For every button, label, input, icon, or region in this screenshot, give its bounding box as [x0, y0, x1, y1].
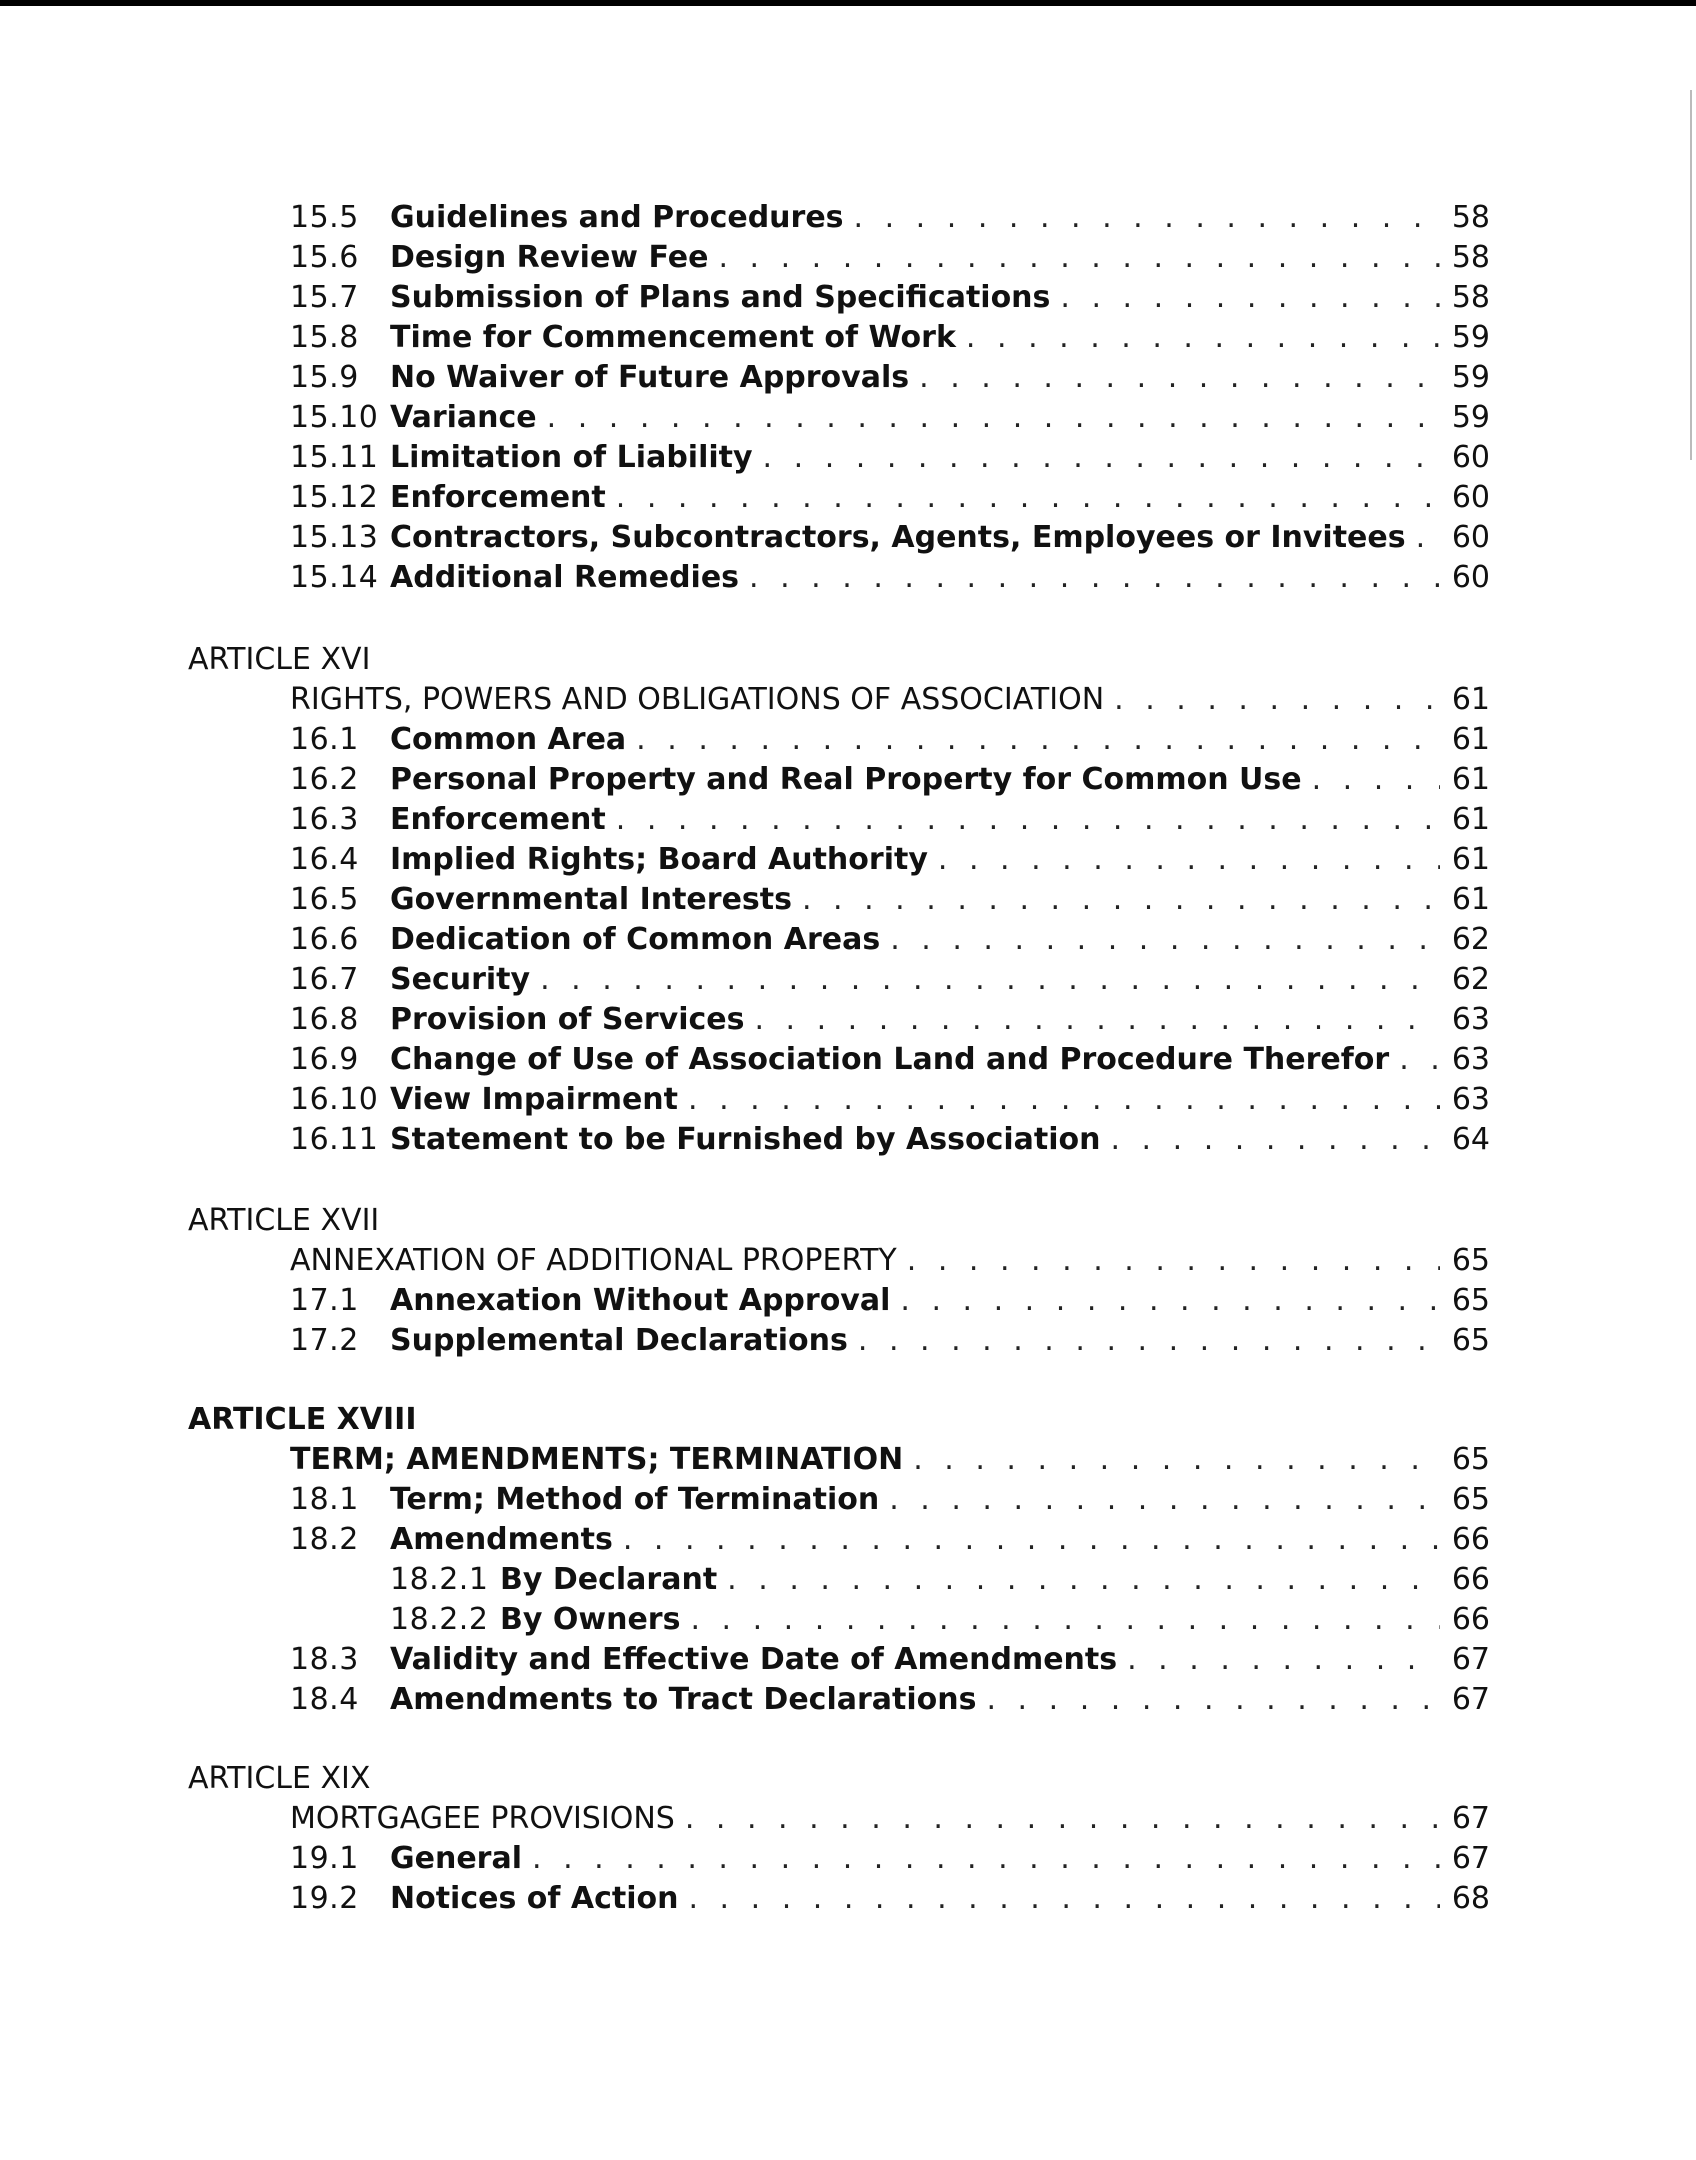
- toc-entry[interactable]: [290, 1000, 1490, 1040]
- entry-page: 58: [1451, 200, 1490, 235]
- entry-page: 61: [1451, 762, 1490, 797]
- entry-page: 60: [1451, 560, 1490, 595]
- article-heading[interactable]: [290, 1241, 1490, 1281]
- toc-entry[interactable]: [290, 840, 1490, 880]
- dot-leader: [900, 1281, 1440, 1321]
- dot-leader: [890, 920, 1440, 960]
- entry-page: 67: [1451, 1801, 1490, 1836]
- article-heading-title: TERM; AMENDMENTS; TERMINATION: [290, 1442, 904, 1477]
- toc-entry[interactable]: [290, 1040, 1490, 1080]
- entry-number: 15.9: [290, 360, 359, 395]
- article-label: ARTICLE XVII: [188, 1203, 380, 1238]
- entry-title: Dedication of Common Areas: [390, 922, 881, 957]
- entry-title: Annexation Without Approval: [390, 1283, 891, 1318]
- dot-leader: [919, 358, 1440, 398]
- entry-number: 18.2.2: [390, 1602, 489, 1637]
- entry-title: Security: [390, 962, 531, 997]
- entry-title: Implied Rights; Board Authority: [390, 842, 928, 877]
- toc-entry[interactable]: [290, 318, 1490, 358]
- toc-entry[interactable]: [290, 880, 1490, 920]
- entry-number: 18.3: [290, 1642, 359, 1677]
- entry-title: Amendments: [390, 1522, 613, 1557]
- toc-entry[interactable]: [290, 1120, 1490, 1160]
- dot-leader: [966, 318, 1440, 358]
- toc-entry[interactable]: [290, 238, 1490, 278]
- article-heading[interactable]: [290, 1799, 1490, 1839]
- entry-page: 63: [1451, 1082, 1490, 1117]
- entry-title: View Impairment: [390, 1082, 679, 1117]
- dot-leader: [913, 1440, 1440, 1480]
- entry-number: 16.4: [290, 842, 359, 877]
- entry-page: 59: [1451, 360, 1490, 395]
- dot-leader: [623, 1520, 1440, 1560]
- dot-leader: [858, 1321, 1440, 1361]
- entry-number: 15.11: [290, 440, 379, 475]
- entry-title: Limitation of Liability: [390, 440, 753, 475]
- dot-leader: [616, 800, 1440, 840]
- entry-title: No Waiver of Future Approvals: [390, 360, 910, 395]
- toc-entry[interactable]: [290, 1281, 1490, 1321]
- dot-leader: [685, 1799, 1440, 1839]
- toc-entry[interactable]: [290, 558, 1490, 598]
- dot-leader: [1399, 1040, 1440, 1080]
- entry-number: 17.1: [290, 1283, 359, 1318]
- entry-title: Governmental Interests: [390, 882, 792, 917]
- dot-leader: [986, 1680, 1440, 1720]
- article-heading-title: ANNEXATION OF ADDITIONAL PROPERTY: [290, 1243, 897, 1278]
- entry-page: 66: [1451, 1562, 1490, 1597]
- entry-title: By Owners: [500, 1602, 681, 1637]
- dot-leader: [1127, 1640, 1440, 1680]
- entry-title: Personal Property and Real Property for Common Use: [390, 762, 1302, 797]
- article-label: ARTICLE XVI: [188, 642, 371, 677]
- entry-number: 16.11: [290, 1122, 379, 1157]
- entry-number: 16.6: [290, 922, 359, 957]
- article-heading-title: MORTGAGEE PROVISIONS: [290, 1801, 675, 1836]
- dot-leader: [616, 478, 1440, 518]
- entry-page: 65: [1451, 1482, 1490, 1517]
- entry-title: Enforcement: [390, 802, 606, 837]
- entry-title: Design Review Fee: [390, 240, 709, 275]
- toc-entry[interactable]: [290, 1480, 1490, 1520]
- toc-entry[interactable]: [290, 720, 1490, 760]
- toc-entry[interactable]: [290, 1839, 1490, 1879]
- entry-number: 18.1: [290, 1482, 359, 1517]
- entry-number: 16.9: [290, 1042, 359, 1077]
- entry-page: 58: [1451, 280, 1490, 315]
- entry-page: 65: [1451, 1323, 1490, 1358]
- entry-page: 60: [1451, 480, 1490, 515]
- entry-title: Additional Remedies: [390, 560, 740, 595]
- entry-page: 66: [1451, 1522, 1490, 1557]
- article-label: ARTICLE XVIII: [188, 1402, 417, 1437]
- entry-title: Notices of Action: [390, 1881, 679, 1916]
- article-heading-title: RIGHTS, POWERS AND OBLIGATIONS OF ASSOCIATION: [290, 682, 1105, 717]
- article-heading[interactable]: [290, 680, 1490, 720]
- toc-entry[interactable]: [290, 1879, 1490, 1919]
- dot-leader: [636, 720, 1440, 760]
- entry-title: Supplemental Declarations: [390, 1323, 848, 1358]
- toc-entry[interactable]: [290, 518, 1490, 558]
- entry-number: 15.10: [290, 400, 379, 435]
- entry-title: Provision of Services: [390, 1002, 745, 1037]
- entry-number: 16.1: [290, 722, 359, 757]
- entry-page: 59: [1451, 320, 1490, 355]
- entry-number: 19.1: [290, 1841, 359, 1876]
- entry-title: Statement to be Furnished by Association: [390, 1122, 1101, 1157]
- article-label: ARTICLE XIX: [188, 1761, 371, 1796]
- toc-entry[interactable]: [290, 358, 1490, 398]
- entry-page: 65: [1451, 1243, 1490, 1278]
- dot-leader: [749, 558, 1440, 598]
- entry-page: 58: [1451, 240, 1490, 275]
- dot-leader: [907, 1241, 1440, 1281]
- entry-number: 15.12: [290, 480, 379, 515]
- entry-number: 16.3: [290, 802, 359, 837]
- toc-entry[interactable]: [290, 1080, 1490, 1120]
- toc-entry[interactable]: [290, 960, 1490, 1000]
- entry-page: 67: [1451, 1682, 1490, 1717]
- entry-number: 15.14: [290, 560, 379, 595]
- entry-title: General: [390, 1841, 522, 1876]
- entry-page: 60: [1451, 520, 1490, 555]
- dot-leader: [690, 1600, 1440, 1640]
- entry-number: 19.2: [290, 1881, 359, 1916]
- toc-entry[interactable]: [290, 438, 1490, 478]
- entry-title: Common Area: [390, 722, 627, 757]
- dot-leader: [532, 1839, 1440, 1879]
- toc-entry[interactable]: [290, 920, 1490, 960]
- entry-title: Amendments to Tract Declarations: [390, 1682, 977, 1717]
- entry-page: 59: [1451, 400, 1490, 435]
- entry-page: 62: [1451, 922, 1490, 957]
- entry-page: 61: [1451, 802, 1490, 837]
- toc-entry[interactable]: [290, 1640, 1490, 1680]
- dot-leader: [540, 960, 1440, 1000]
- dot-leader: [727, 1560, 1440, 1600]
- dot-leader: [688, 1080, 1440, 1120]
- entry-title: Change of Use of Association Land and Procedure Therefor: [390, 1042, 1390, 1077]
- entry-page: 61: [1451, 842, 1490, 877]
- toc-entry[interactable]: [290, 198, 1490, 238]
- entry-number: 17.2: [290, 1323, 359, 1358]
- entry-number: 18.4: [290, 1682, 359, 1717]
- dot-leader: [889, 1480, 1440, 1520]
- entry-page: 66: [1451, 1602, 1490, 1637]
- toc-entry[interactable]: [290, 1321, 1490, 1361]
- entry-number: 15.6: [290, 240, 359, 275]
- entry-title: Contractors, Subcontractors, Agents, Employees or Invitees: [390, 520, 1406, 555]
- entry-number: 15.5: [290, 200, 359, 235]
- toc-entry[interactable]: [290, 1520, 1490, 1560]
- dot-leader: [1110, 1120, 1440, 1160]
- dot-leader: [547, 398, 1440, 438]
- toc-entry[interactable]: [290, 1680, 1490, 1720]
- dot-leader: [938, 840, 1440, 880]
- dot-leader: [718, 238, 1440, 278]
- entry-number: 16.10: [290, 1082, 379, 1117]
- entry-title: Guidelines and Procedures: [390, 200, 844, 235]
- entry-title: Submission of Plans and Specifications: [390, 280, 1051, 315]
- dot-leader: [802, 880, 1440, 920]
- entry-page: 60: [1451, 440, 1490, 475]
- dot-leader: [1114, 680, 1440, 720]
- entry-number: 16.8: [290, 1002, 359, 1037]
- entry-title: Enforcement: [390, 480, 606, 515]
- entry-title: Variance: [390, 400, 537, 435]
- dot-leader: [1416, 518, 1440, 558]
- toc-entry[interactable]: [290, 760, 1490, 800]
- entry-number: 16.7: [290, 962, 359, 997]
- entry-number: 18.2: [290, 1522, 359, 1557]
- entry-page: 63: [1451, 1002, 1490, 1037]
- entry-page: 67: [1451, 1841, 1490, 1876]
- entry-number: 15.7: [290, 280, 359, 315]
- toc-entry[interactable]: [290, 278, 1490, 318]
- dot-leader: [1312, 760, 1440, 800]
- entry-page: 61: [1451, 722, 1490, 757]
- entry-title: By Declarant: [500, 1562, 718, 1597]
- entry-number: 16.2: [290, 762, 359, 797]
- entry-title: Term; Method of Termination: [390, 1482, 880, 1517]
- dot-leader: [688, 1879, 1440, 1919]
- entry-number: 15.8: [290, 320, 359, 355]
- dot-leader: [754, 1000, 1440, 1040]
- dot-leader: [854, 198, 1440, 238]
- entry-page: 64: [1451, 1122, 1490, 1157]
- entry-number: 15.13: [290, 520, 379, 555]
- entry-page: 61: [1451, 882, 1490, 917]
- entry-page: 65: [1451, 1283, 1490, 1318]
- entry-number: 16.5: [290, 882, 359, 917]
- entry-page: 68: [1451, 1881, 1490, 1916]
- toc-subentry[interactable]: [390, 1600, 1490, 1640]
- entry-page: 63: [1451, 1042, 1490, 1077]
- toc-entry[interactable]: [290, 478, 1490, 518]
- toc-entry[interactable]: [290, 398, 1490, 438]
- entry-page: 67: [1451, 1642, 1490, 1677]
- entry-page: 61: [1451, 682, 1490, 717]
- article-heading[interactable]: [290, 1440, 1490, 1480]
- entry-page: 65: [1451, 1442, 1490, 1477]
- entry-page: 62: [1451, 962, 1490, 997]
- dot-leader: [1060, 278, 1440, 318]
- entry-number: 18.2.1: [390, 1562, 489, 1597]
- dot-leader: [763, 438, 1440, 478]
- toc-entry[interactable]: [290, 800, 1490, 840]
- entry-title: Time for Commencement of Work: [390, 320, 956, 355]
- entry-title: Validity and Effective Date of Amendments: [390, 1642, 1118, 1677]
- toc-subentry[interactable]: [390, 1560, 1490, 1600]
